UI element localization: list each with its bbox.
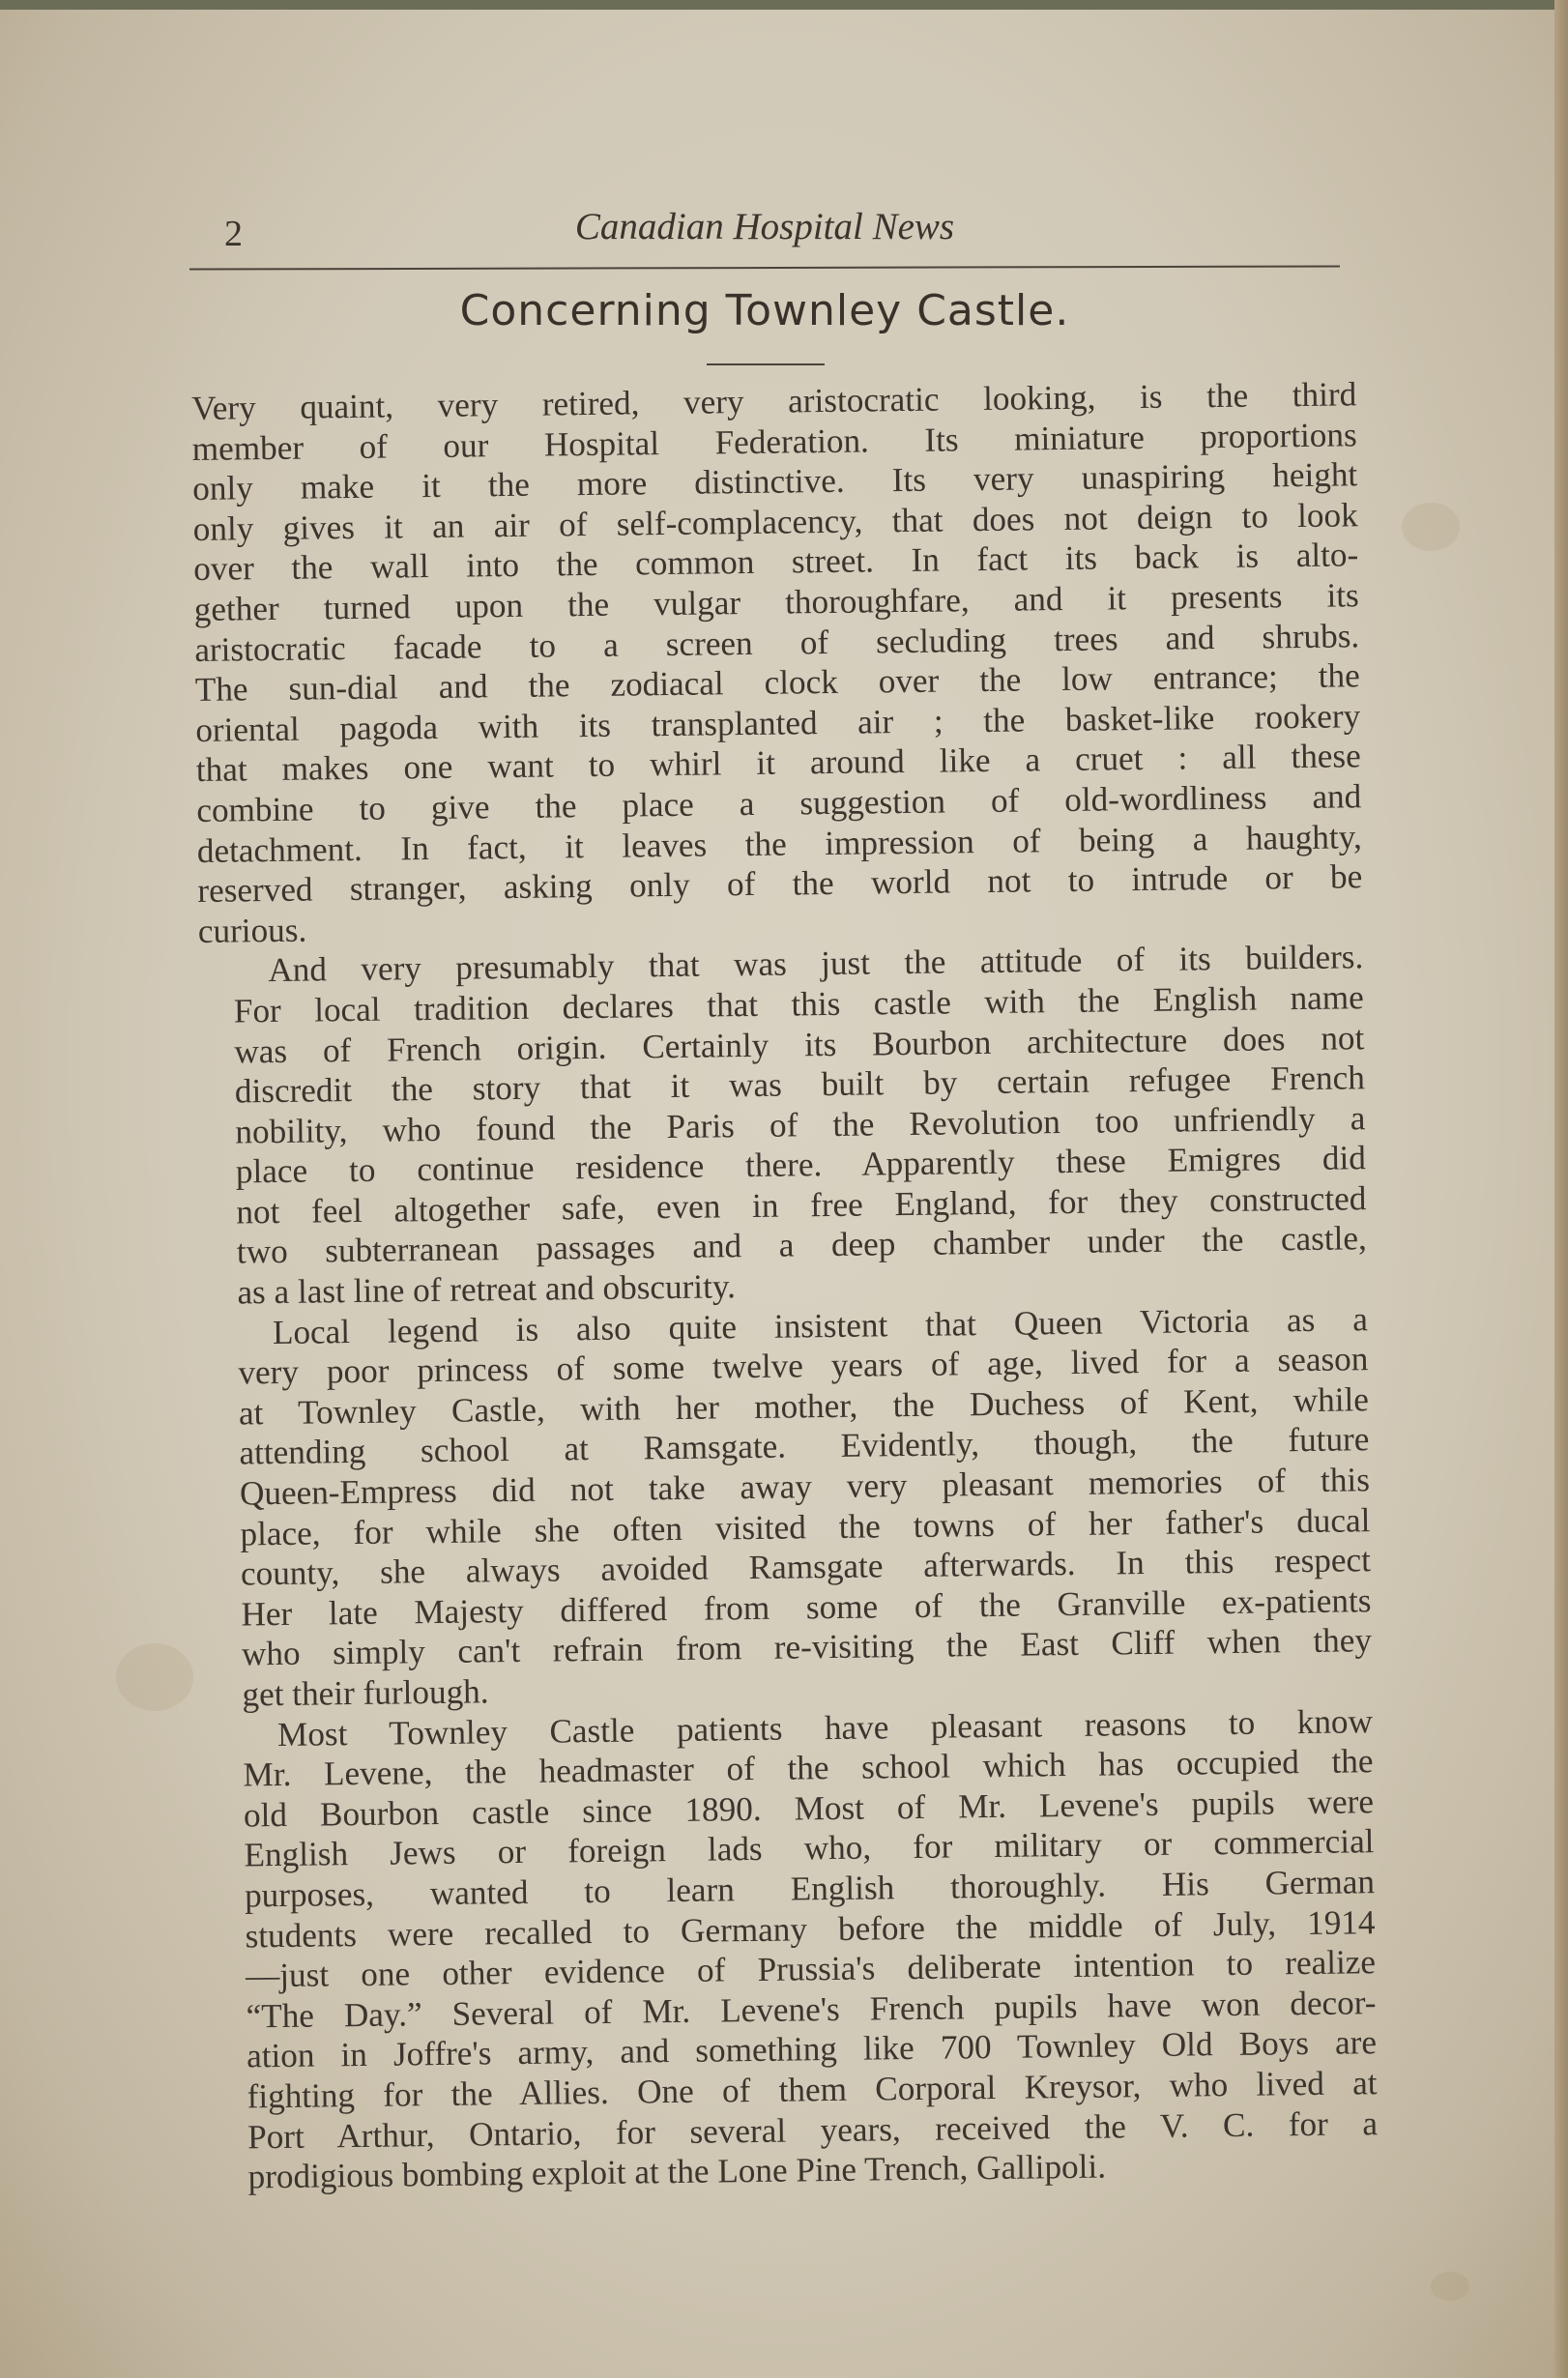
text-line: students were recalled to Germany before the middle of July, 1914 [245, 1902, 1376, 1956]
page-top-edge [0, 0, 1568, 10]
text-line: county, she always avoided Ramsgate afterwards. In this respect [240, 1541, 1372, 1593]
text-line: place to continue residence there. Apparently these Emigres did [235, 1139, 1367, 1191]
article-body [191, 374, 1379, 2197]
text-line: combine to give the place a suggestion of old-wordliness and [196, 777, 1362, 829]
title-rule [707, 363, 825, 365]
article-title: Concerning Townley Castle. [459, 286, 1070, 335]
text-line: “The Day.” Several of Mr. Levene's French pupils have won decor- [246, 1983, 1377, 2036]
running-title: Canadian Hospital News [574, 206, 955, 247]
text-line: place, for while she often visited the towns of her father's ducal [240, 1500, 1371, 1553]
text-line: curious. [197, 911, 307, 950]
text-line: Local legend is also quite insistent that Queen Victoria as a [272, 1299, 1369, 1351]
text-line: old Bourbon castle since 1890. Most of Mr. Levene's pupils were [243, 1782, 1375, 1835]
page-right-edge [1554, 0, 1568, 2378]
text-line: only make it the more distinctive. Its very unaspiring height [192, 455, 1358, 508]
article-paragraph [198, 938, 1367, 1314]
text-line: nobility, who found the Paris of the Revolution too unfriendly a [235, 1098, 1366, 1151]
text-line: Very quaint, very retired, very aristocratic looking, is the third [191, 375, 1357, 427]
text-line: not feel altogether safe, even in free England, for they constructed [236, 1179, 1367, 1232]
text-line: gether turned upon the vulgar thoroughfare, and it presents its [193, 576, 1359, 628]
text-line: prodigious bombing exploit at the Lone Pine Trench, Gallipoli. [247, 2147, 1107, 2196]
article-paragraph [208, 1701, 1379, 2198]
running-header [189, 193, 1340, 261]
header-rule [189, 265, 1340, 270]
text-line: attending school at Ramsgate. Evidently, though, the future [239, 1420, 1370, 1472]
text-line: Queen-Empress did not take away very pleasant memories of this [239, 1461, 1371, 1513]
text-line: aristocratic facade to a screen of secluding trees and shrubs. [194, 616, 1360, 669]
text-line: fighting for the Allies. One of them Corporal Kreysor, who lived at [247, 2064, 1378, 2116]
text-line: Port Arthur, Ontario, for several years, received the V. C. for a [247, 2103, 1379, 2156]
text-line: Her late Majesty differed from some of the Granville ex-patients [241, 1580, 1372, 1634]
text-line: English Jews or foreign lads who, for military or commercial [244, 1822, 1375, 1874]
text-line: very poor princess of some twelve years of age, lived for a season [238, 1340, 1369, 1392]
text-line: two subterranean passages and a deep chamber under the castle, [236, 1219, 1368, 1271]
text-line: over the wall into the common street. In fact its back is alto- [193, 536, 1359, 589]
text-line: reserved stranger, asking only of the world not to intrude or be [197, 857, 1363, 911]
paper-stain [1431, 2272, 1469, 2301]
text-line: Most Townley Castle patients have pleasant reasons to know [276, 1701, 1374, 1754]
text-line: And very presumably that was just the attitude of its builders. [268, 938, 1364, 990]
paper-stain [1402, 503, 1460, 551]
text-line: oriental pagoda with its transplanted air ; the basket-like rookery [195, 697, 1361, 749]
text-line: ation in Joffre's army, and something like 700 Townley Old Boys are [246, 2023, 1378, 2075]
paper-stain [116, 1643, 193, 1711]
text-line: detachment. In fact, it leaves the impression of being a haughty, [196, 817, 1362, 870]
page-number: 2 [224, 214, 243, 254]
text-line: Mr. Levene, the headmaster of the school which has occupied the [243, 1742, 1374, 1794]
text-line: that makes one want to whirl it around like a cruet : all these [195, 737, 1361, 790]
article-paragraph [191, 374, 1363, 951]
article-paragraph [203, 1299, 1373, 1716]
text-line: get their furlough. [242, 1672, 489, 1714]
text-line: at Townley Castle, with her mother, the Duchess of Kent, while [238, 1380, 1370, 1433]
text-line: as a last line of retreat and obscurity. [237, 1267, 737, 1312]
text-line: was of French origin. Certainly its Bourbon architecture does not [234, 1018, 1365, 1071]
text-line: discredit the story that it was built by certain refugee French [234, 1058, 1366, 1111]
text-line: who simply can't refrain from re-visiting the East Cliff when they [241, 1621, 1373, 1673]
text-line: —just one other evidence of Prussia's deliberate intention to realize [245, 1943, 1377, 1995]
text-line: member of our Hospital Federation. Its miniature proportions [191, 415, 1357, 468]
text-line: only gives it an air of self-complacency, that does not deign to look [192, 496, 1358, 548]
text-line: For local tradition declares that this castle with the English name [233, 978, 1365, 1030]
text-line: The sun-dial and the zodiacal clock over the low entrance; the [194, 656, 1360, 710]
text-line: purposes, wanted to learn English thoroughly. His German [244, 1863, 1376, 1915]
